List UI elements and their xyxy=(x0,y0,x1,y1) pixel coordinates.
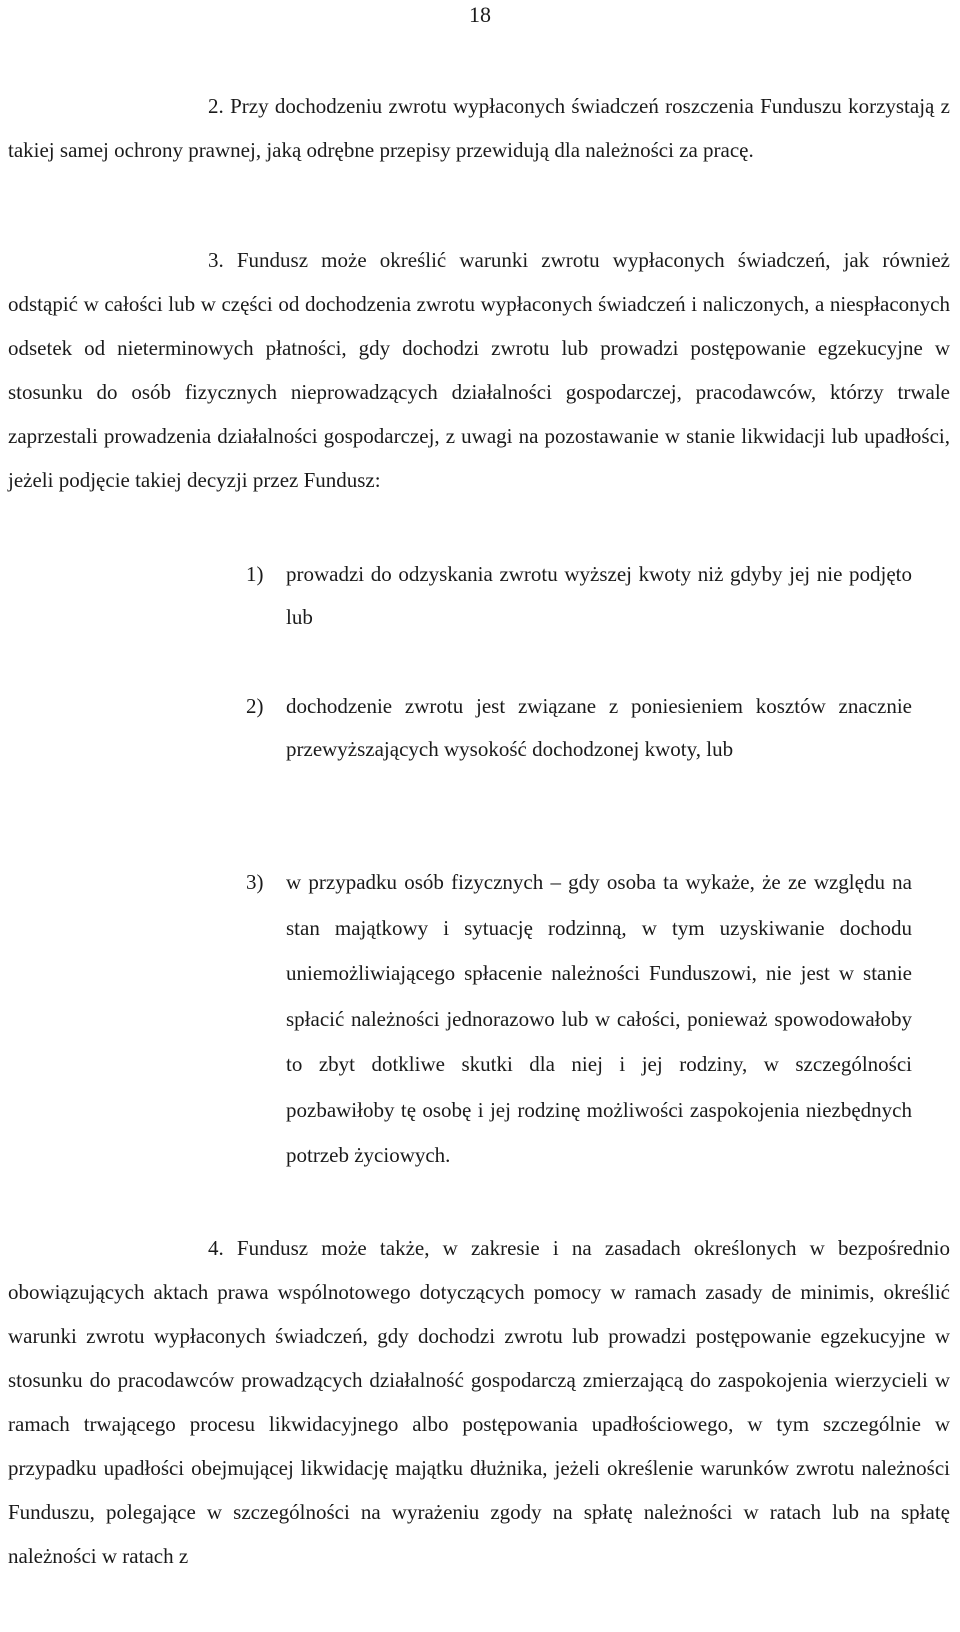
list-item-2-number: 2) xyxy=(246,694,264,718)
list-item-1-number: 1) xyxy=(246,562,264,586)
paragraph-2 xyxy=(8,84,950,172)
paragraph-3-number: 3. xyxy=(208,248,224,272)
paragraph-4 xyxy=(8,1226,950,1578)
list-item-3-text: w przypadku osób fizycznych – gdy osoba ta wykaże, że ze względu na stan majątkowy i sytuację rodzinną, w tym uzyskiwanie dochodu uniemożliwiającego spłacenie należności Funduszowi, nie jest w stanie spłacić należności jednorazowo lub w całości, ponieważ spowodowałoby to zbyt dotkliwe skutki dla niej i jej rodziny, w szczególności pozbawiłoby tę osobę i jej rodzinę możliwości zaspokojenia niezbędnych potrzeb życiowych. xyxy=(286,870,912,1167)
list-item-2 xyxy=(246,685,912,771)
paragraph-2-text: Przy dochodzeniu zwrotu wypłaconych świadczeń roszczenia Funduszu korzystają z takiej samej ochrony prawnej, jaką odrębne przepisy przewidują dla należności za pracę. xyxy=(8,94,951,162)
paragraph-2-number: 2. xyxy=(208,94,224,118)
list-item-1-text: prowadzi do odzyskania zwrotu wyższej kwoty niż gdyby jej nie podjęto lub xyxy=(286,562,912,629)
paragraph-3 xyxy=(8,238,950,502)
paragraph-4-number: 4. xyxy=(208,1236,224,1260)
paragraph-4-text: Fundusz może także, w zakresie i na zasadach określonych w bezpośrednio obowiązujących aktach prawa wspólnotowego dotyczących pomocy w ramach zasady de minimis, określić warunki zwrotu wypłaconych świadczeń, gdy dochodzi zwrotu lub prowadzi postępowanie egzekucyjne w stosunku do pracodawców prowadzących działalność gospodarczą zmierzającą do zaspokojenia wierzycieli w ramach trwającego procesu likwidacyjnego albo postępowania upadłościowego, w tym szczególnie w przypadku upadłości obejmującej likwidację majątku dłużnika, jeżeli określenie warunków zwrotu należności Funduszu, polegające w szczególności na wyrażeniu zgody na spłatę należności w ratach lub na spłatę należności w ratach z xyxy=(8,1236,950,1568)
list-item-3-number: 3) xyxy=(246,870,264,894)
list-item-2-text: dochodzenie zwrotu jest związane z poniesieniem kosztów znacznie przewyższających wysokość dochodzonej kwoty, lub xyxy=(286,694,912,761)
page-number: 18 xyxy=(469,2,491,27)
list-item-3 xyxy=(246,860,912,1179)
list-item-1 xyxy=(246,553,912,639)
paragraph-3-text: Fundusz może określić warunki zwrotu wypłaconych świadczeń, jak również odstąpić w całości lub w części od dochodzenia zwrotu wypłaconych świadczeń i naliczonych, a niespłaconych odsetek od nieterminowych płatności, gdy dochodzi zwrotu lub prowadzi postępowanie egzekucyjne w stosunku do osób fizycznych nieprowadzących działalności gospodarczej, pracodawców, którzy trwale zaprzestali prowadzenia działalności gospodarczej, z uwagi na pozostawanie w stanie likwidacji lub upadłości, jeżeli podjęcie takiej decyzji przez Fundusz: xyxy=(8,248,951,492)
